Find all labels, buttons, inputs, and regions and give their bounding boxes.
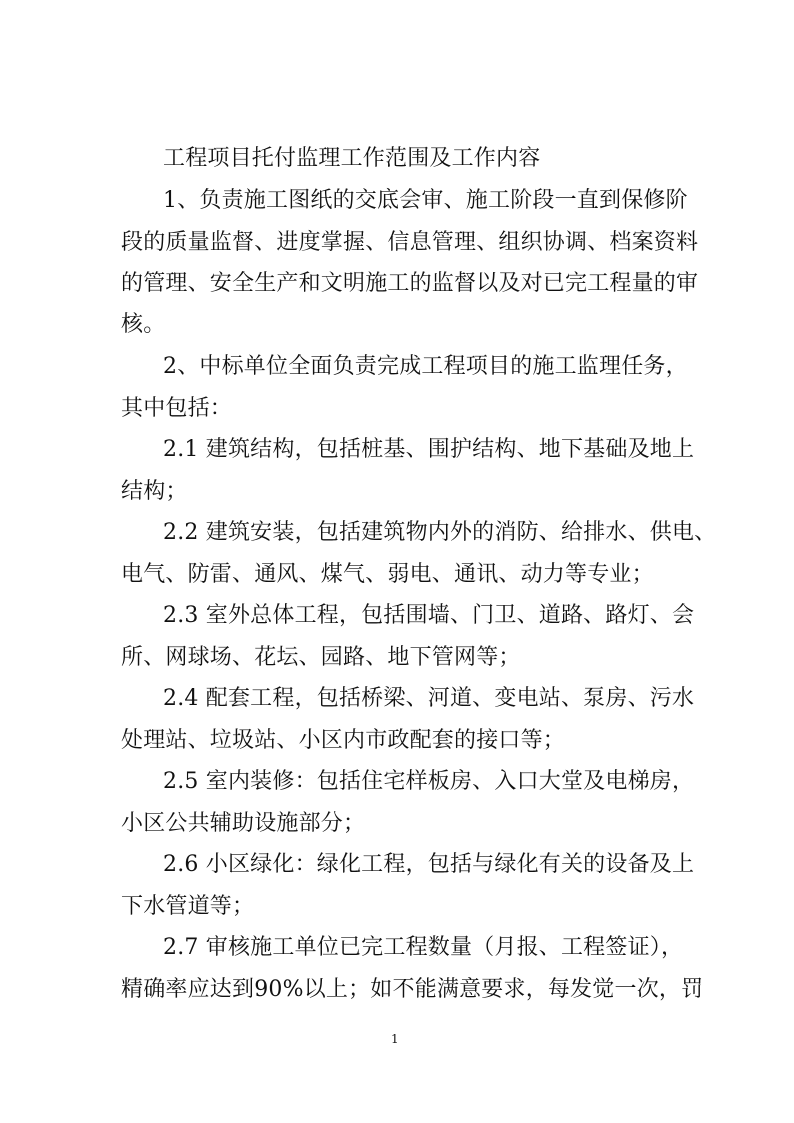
paragraph-line-13: 2.4 配套工程，包括桥梁、河道、变电站、泵房、污水	[163, 686, 695, 711]
paragraph-line-9: 2.2 建筑安装，包括建筑物内外的消防、给排水、供电、	[163, 520, 717, 545]
paragraph-line-2: 段的质量监督、进度掌握、信息管理、组织协调、档案资料	[121, 230, 699, 255]
paragraph-line-8: 结构；	[121, 479, 188, 504]
paragraph-line-5: 2、中标单位全面负责完成工程项目的施工监理任务，	[163, 354, 688, 379]
paragraph-line-11: 2.3 室外总体工程，包括围墙、门卫、道路、路灯、会	[163, 603, 695, 628]
paragraph-line-12: 所、网球场、花坛、园路、地下管网等；	[121, 645, 521, 670]
paragraph-line-3: 的管理、安全生产和文明施工的监督以及对已完工程量的审	[121, 271, 699, 296]
document-title: 工程项目托付监理工作范围及工作内容	[163, 146, 541, 171]
paragraph-line-4: 核。	[121, 312, 166, 337]
paragraph-line-20: 精确率应达到90%以上；如不能满意要求，每发觉一次，罚	[121, 977, 704, 1002]
paragraph-line-1: 1、负责施工图纸的交底会审、施工阶段一直到保修阶	[163, 188, 688, 213]
paragraph-line-6: 其中包括：	[121, 396, 233, 421]
paragraph-line-18: 下水管道等；	[121, 894, 255, 919]
paragraph-line-7: 2.1 建筑结构，包括桩基、围护结构、地下基础及地上	[163, 437, 695, 462]
paragraph-line-15: 2.5 室内装修：包括住宅样板房、入口大堂及电梯房，	[163, 769, 695, 794]
paragraph-line-10: 电气、防雷、通风、煤气、弱电、通讯、动力等专业；	[121, 562, 654, 587]
paragraph-line-17: 2.6 小区绿化：绿化工程，包括与绿化有关的设备及上	[163, 852, 695, 877]
paragraph-line-14: 处理站、垃圾站、小区内市政配套的接口等；	[121, 728, 566, 753]
paragraph-line-16: 小区公共辅助设施部分；	[121, 811, 366, 836]
paragraph-line-19: 2.7 审核施工单位已完工程数量（月报、工程签证），	[163, 935, 684, 960]
page-number: 1	[391, 1032, 399, 1046]
